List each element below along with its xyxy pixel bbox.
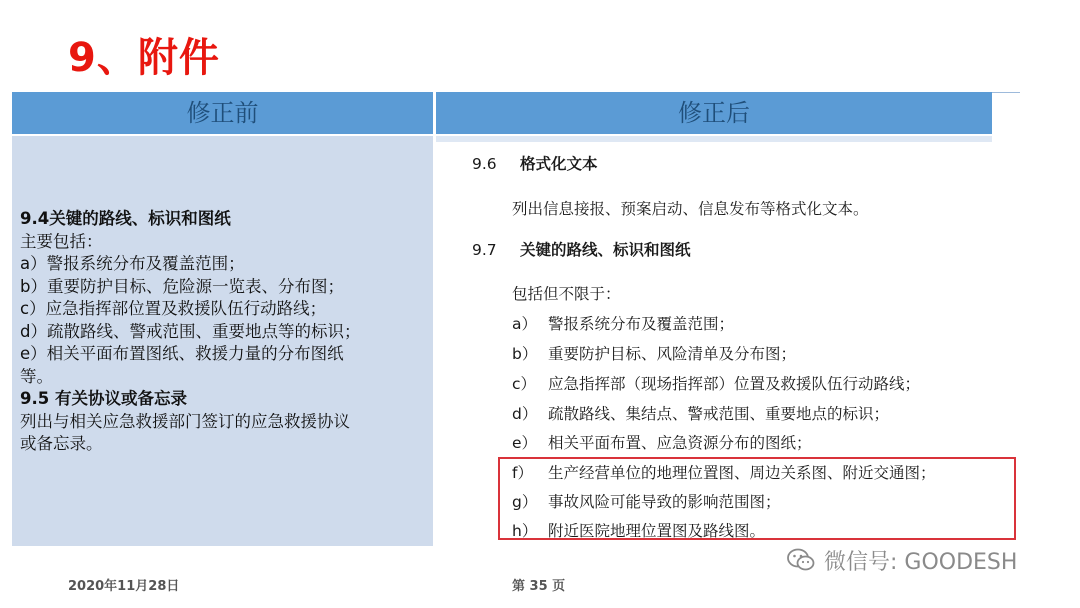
item-label: h） xyxy=(512,522,538,540)
section-9-7-intro: 包括但不限于： xyxy=(512,285,621,303)
section-title: 关键的路线、标识和图纸 xyxy=(520,241,691,259)
item-text: 应急指挥部（现场指挥部）位置及救援队伍行动路线； xyxy=(548,375,921,393)
item-text: 附近医院地理位置图及路线图。 xyxy=(548,522,766,540)
section-9-5-body: 列出与相关应急救援部门签订的应急救援协议 xyxy=(20,411,350,431)
before-text xyxy=(20,208,425,456)
footer-date: 2020年11月28日 xyxy=(68,579,180,594)
item-text: 生产经营单位的地理位置图、周边关系图、附近交通图； xyxy=(548,464,936,482)
section-9-7-heading xyxy=(472,238,691,260)
list-item: a）警报系统分布及覆盖范围； xyxy=(20,254,245,273)
section-number: 9.6 xyxy=(472,155,497,173)
section-9-4-intro: 主要包括： xyxy=(20,231,103,251)
wechat-icon xyxy=(786,547,816,573)
item-label: b） xyxy=(512,345,538,363)
item-label: g） xyxy=(512,493,538,511)
item-text: 事故风险可能导致的影响范围图； xyxy=(548,493,781,511)
list-item xyxy=(512,342,796,364)
item-text: 警报系统分布及覆盖范围； xyxy=(548,315,735,333)
list-item xyxy=(512,431,812,453)
slide-title: 9、附件 xyxy=(68,35,220,81)
list-item: b）重要防护目标、危险源一览表、分布图； xyxy=(20,276,344,296)
list-item xyxy=(512,312,734,334)
divider-line xyxy=(992,92,1020,93)
footer-page-number: 第 35 页 xyxy=(512,579,566,594)
section-9-5-heading: 9.5 有关协议或备忘录 xyxy=(20,389,187,408)
list-item: c）应急指挥部位置及救援队伍行动路线； xyxy=(20,299,327,318)
section-9-6-body: 列出信息接报、预案启动、信息发布等格式化文本。 xyxy=(512,200,869,218)
highlight-box xyxy=(498,457,1016,540)
before-panel xyxy=(12,136,433,546)
list-item: d）疏散路线、警戒范围、重要地点等的标识； xyxy=(20,321,361,341)
item-label: d） xyxy=(512,405,538,423)
section-number: 9.7 xyxy=(472,241,497,259)
list-item xyxy=(512,402,889,424)
item-text: 相关平面布置、应急资源分布的图纸； xyxy=(548,434,812,452)
column-header-after: 修正后 xyxy=(436,92,992,134)
item-text: 疏散路线、集结点、警戒范围、重要地点的标识； xyxy=(548,405,890,423)
watermark-text: 微信号: GOODESH xyxy=(824,549,1018,575)
section-9-5-body: 或备忘录。 xyxy=(20,434,103,453)
watermark xyxy=(786,543,1017,577)
column-header-before: 修正前 xyxy=(12,92,433,134)
list-item: 等。 xyxy=(20,366,53,386)
section-9-4-heading: 9.4关键的路线、标识和图纸 xyxy=(20,209,231,228)
item-text: 重要防护目标、风险清单及分布图； xyxy=(548,345,797,363)
list-item: e）相关平面布置图纸、救援力量的分布图纸 xyxy=(20,344,344,363)
item-label: e） xyxy=(512,434,538,452)
item-label: f） xyxy=(512,464,533,482)
list-item xyxy=(512,372,920,394)
after-panel-strip xyxy=(436,136,992,142)
section-title: 格式化文本 xyxy=(520,155,598,173)
section-9-6-heading xyxy=(472,152,598,174)
item-label: c） xyxy=(512,375,537,393)
item-label: a） xyxy=(512,315,537,333)
